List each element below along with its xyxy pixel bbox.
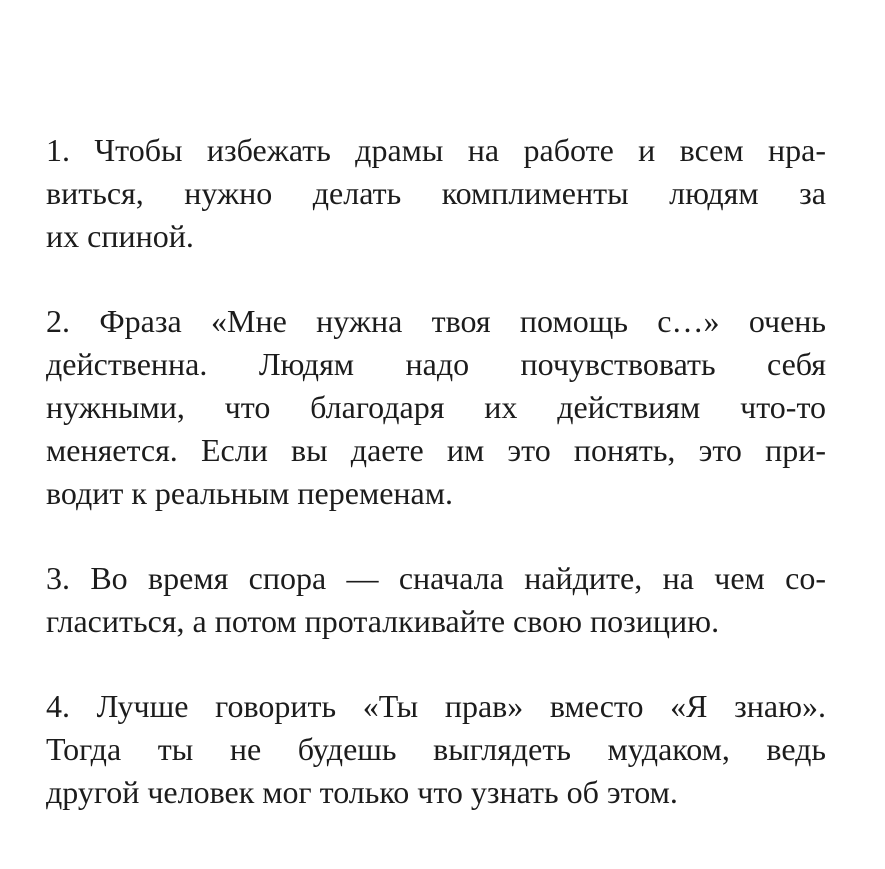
- paragraph-line: 2. Фраза «Мне нужна твоя помощь с…» очень: [46, 303, 826, 339]
- paragraph-1: [46, 129, 826, 258]
- paragraph-line: их спиной.: [46, 218, 194, 254]
- paragraph-line: 3. Во время спора — сначала найдите, на чем со-: [46, 560, 826, 596]
- paragraph-4: [46, 685, 826, 814]
- paragraph-line: другой человек мог только что узнать об этом.: [46, 774, 678, 810]
- paragraph-line: нужными, что благодаря их действиям что-то: [46, 389, 826, 425]
- paragraph-line: виться, нужно делать комплименты людям за: [46, 175, 826, 211]
- paragraph-3: [46, 557, 826, 643]
- text-block: [46, 129, 826, 856]
- paragraph-line: 4. Лучше говорить «Ты прав» вместо «Я знаю».: [46, 688, 826, 724]
- paragraph-line: гласиться, а потом проталкивайте свою позицию.: [46, 603, 720, 639]
- paragraph-2: [46, 300, 826, 515]
- paragraph-line: Тогда ты не будешь выглядеть мудаком, ведь: [46, 731, 826, 767]
- paragraph-line: водит к реальным переменам.: [46, 475, 453, 511]
- paragraph-line: 1. Чтобы избежать драмы на работе и всем нра-: [46, 132, 826, 168]
- paragraph-line: меняется. Если вы даете им это понять, это при-: [46, 432, 826, 468]
- paragraph-line: действенна. Людям надо почувствовать себя: [46, 346, 826, 382]
